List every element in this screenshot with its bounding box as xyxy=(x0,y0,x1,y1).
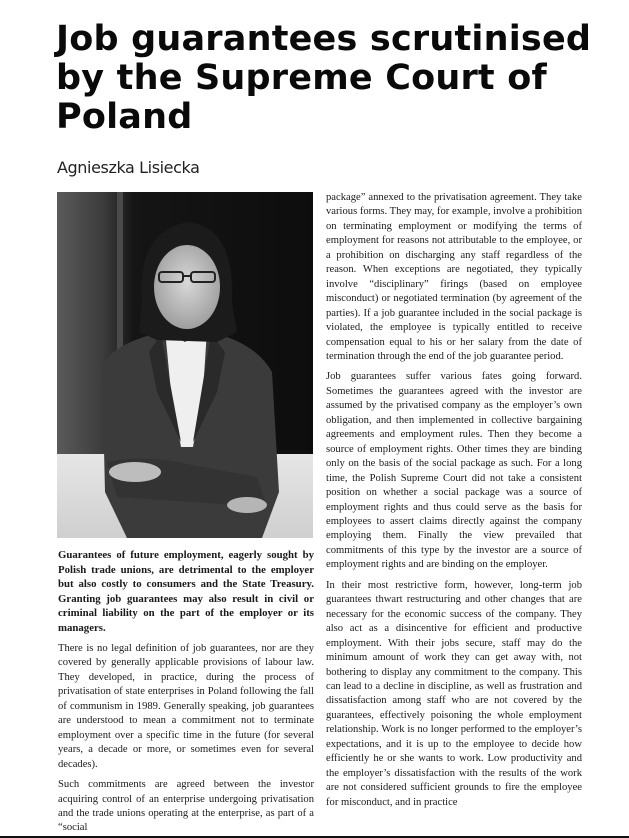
paragraph: There is no legal definition of job guarantees, nor are they covered by generally applicable provisions of labour law. They developed, in practice, during the process of privatisation of state enterprises in Poland following the fall of communism in 1989. Generally speaking, job guarantees are understood to mean a commitment not to terminate employment over a specific time in the future (for several years, a decade or more, or sometimes even for several decades). xyxy=(58,643,314,770)
article-column-left xyxy=(58,548,314,838)
author-photo xyxy=(57,192,313,538)
author-byline: Agnieszka Lisiecka xyxy=(57,158,200,177)
portrait-image xyxy=(57,192,313,538)
paragraph: Such commitments are agreed between the investor acquiring control of an enterprise undergoing privatisation and the trade unions operating at the enterprise, as part of a “social xyxy=(58,779,314,834)
paragraph: In their most restrictive form, however, long-term job guarantees thwart restructuring and other changes that are necessary for the economic success of the company. They also act as a disincentive for efficient and productive employment. With their jobs secure, staff may do the minimum amount of work they can get away with, not bothering to display any commitment to the company. This can lead to a decline in discipline, as well as frustration and dissatisfaction among staff who are not covered by the guarantees, effectively poisoning the whole employment relationship. Work is no longer performed to the employer’s expectations, and it is up to the employee to decide how efficiently he or she wants to work. Low productivity and the employer’s dissatisfaction with the results of the work are not considered sufficient grounds to fire the employee for misconduct, and in practice xyxy=(326,579,582,808)
article-title: Job guarantees scrutinised by the Supreme Court of Poland xyxy=(56,19,592,137)
article-column-right xyxy=(326,191,582,816)
paragraph: package” annexed to the privatisation agreement. They take various forms. They may, for example, involve a prohibition on terminating employment or modifying the terms of employment for reasons not attributable to the employee, or a prohibition on discharging any staff regardless of the reason. When exceptions are negotiated, they typically involve “disciplinary” firings (based on employee misconduct) or negotiated termination (by agreement of the parties). If a job guarantee included in the social package is violated, the employee is typically entitled to receive compensation equal to his or her salary from the date of termination through the end of the job guarantee period. xyxy=(326,192,582,362)
paragraph: Job guarantees suffer various fates going forward. Sometimes the guarantees agreed with the investor are assumed by the privatised company as the employer’s own obligation, and then implemented in collective bargaining agreements and employment rules. Then they become a source of employment rights. Other times they are binding only on the basis of the social package as such. For a long time, the Polish Supreme Court did not take a consistent position on whether a social package was a source of employment rights and thus could serve as the basis for employees to assert claims directly against the company employing them. Finally the view prevailed that commitments of this type by the investor are a source of employment rights and are binding on the employer. xyxy=(326,371,582,571)
article-lead: Guarantees of future employment, eagerly sought by Polish trade unions, are detrimental to the employer but also costly to consumers and the State Treasury. Granting job guarantees may also result in civil or criminal liability on the part of the employer or its managers. xyxy=(58,549,314,634)
